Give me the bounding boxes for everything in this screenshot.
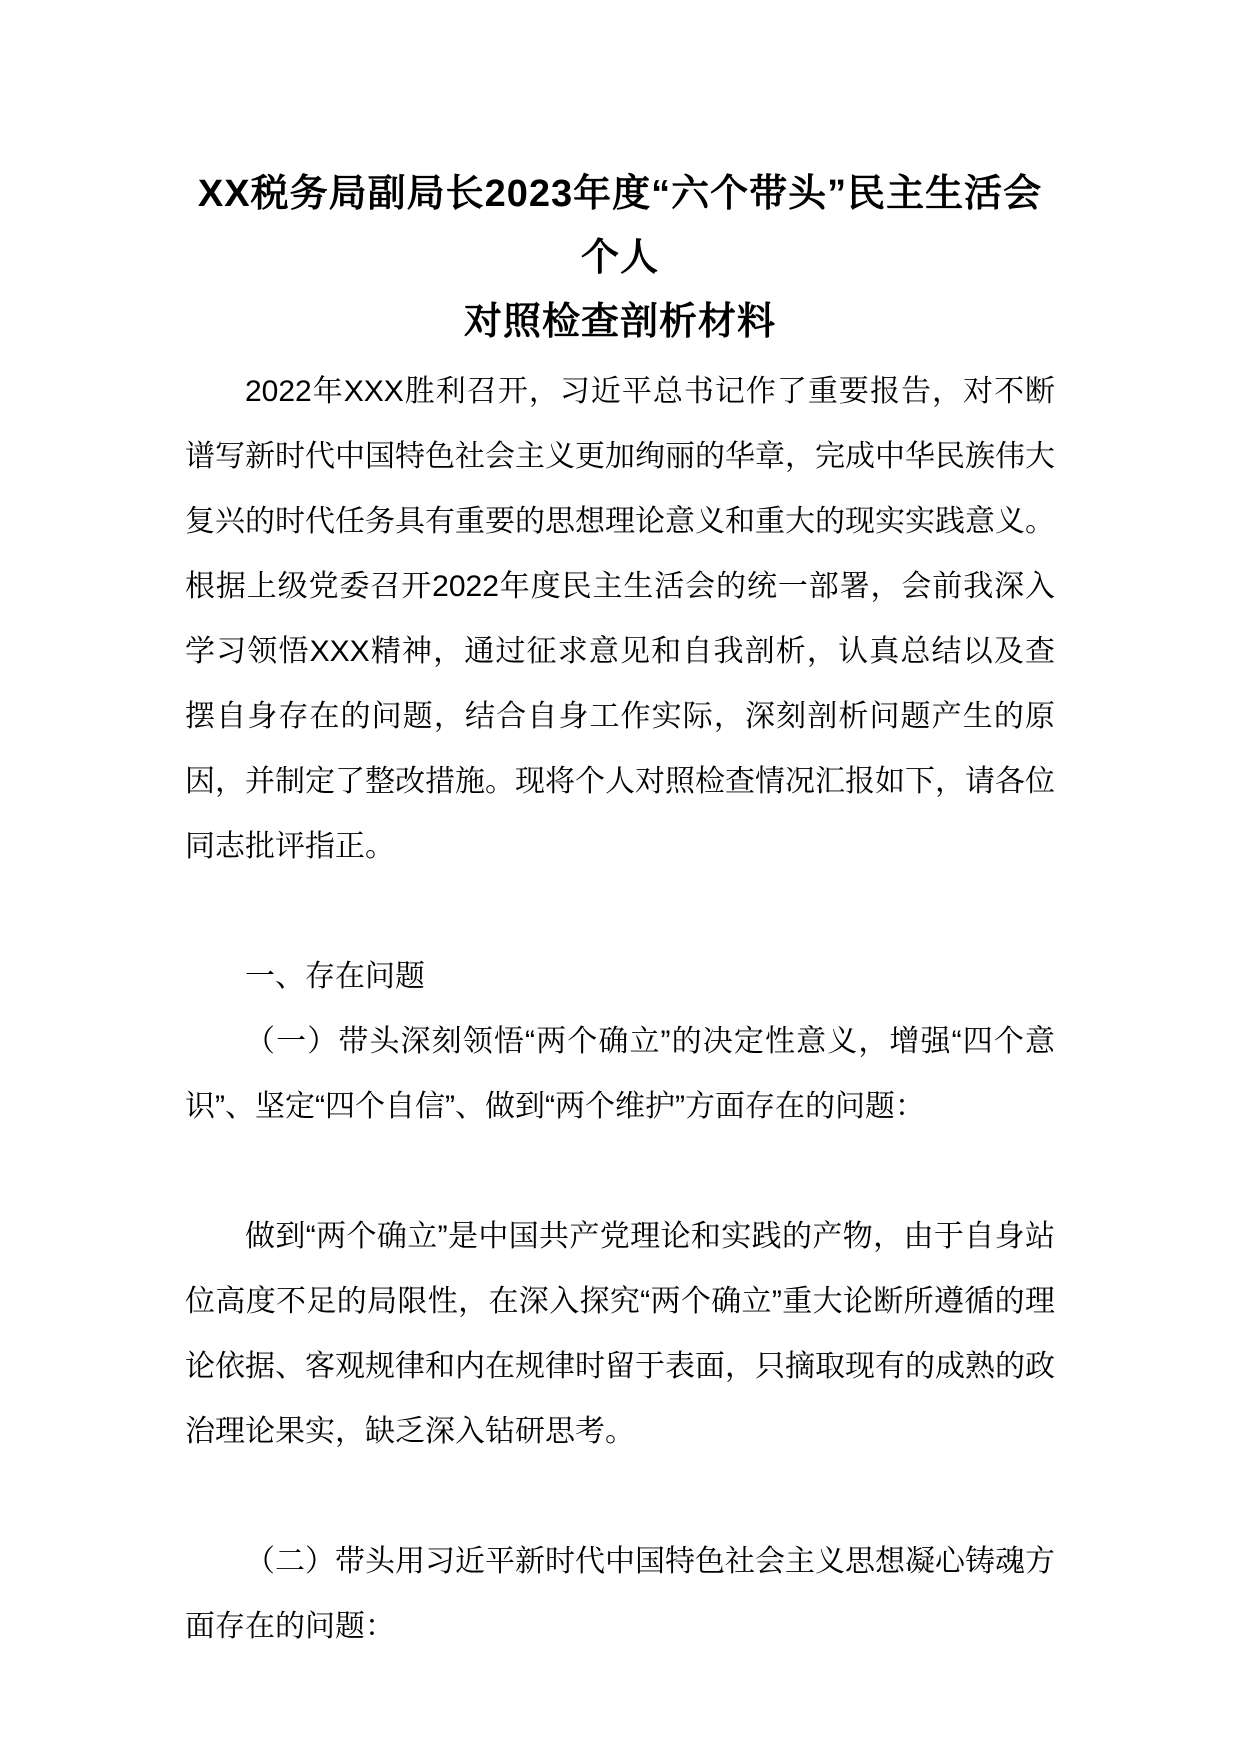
document-body [185, 359, 1055, 1659]
paragraph-heading2: （一）带头深刻领悟“两个确立”的决定性意义，增强“四个意识”、坚定“四个自信”、做到“两个维护”方面存在的问题： [185, 1025, 1055, 1123]
paragraph-heading2: （二）带头用习近平新时代中国特色社会主义思想凝心铸魂方面存在的问题： [185, 1545, 1055, 1643]
paragraph-heading1: 一、存在问题 [245, 960, 425, 993]
document-title-line-2: 对照检查剖析材料 [463, 301, 776, 343]
document-title [185, 162, 1055, 354]
document-title-line-1: XX税务局副局长2023年度“六个带头”民主生活会个人 [197, 173, 1043, 279]
paragraph-body: 2022年XXX胜利召开，习近平总书记作了重要报告，对不断谱写新时代中国特色社会主义更加绚丽的华章，完成中华民族伟大复兴的时代任务具有重要的思想理论意义和重大的现实实践意义。根据上级党委召开2022年度民主生活会的统一部署，会前我深入学习领悟XXX精神，通过征求意见和自我剖析，认真总结以及查摆自身存在的问题，结合自身工作实际，深刻剖析问题产生的原因，并制定了整改措施。现将个人对照检查情况汇报如下，请各位同志批评指正。 [185, 375, 1055, 863]
paragraph-body: 做到“两个确立”是中国共产党理论和实践的产物，由于自身站位高度不足的局限性，在深入探究“两个确立”重大论断所遵循的理论依据、客观规律和内在规律时留于表面，只摘取现有的成熟的政治理论果实，缺乏深入钻研思考。 [185, 1220, 1055, 1448]
